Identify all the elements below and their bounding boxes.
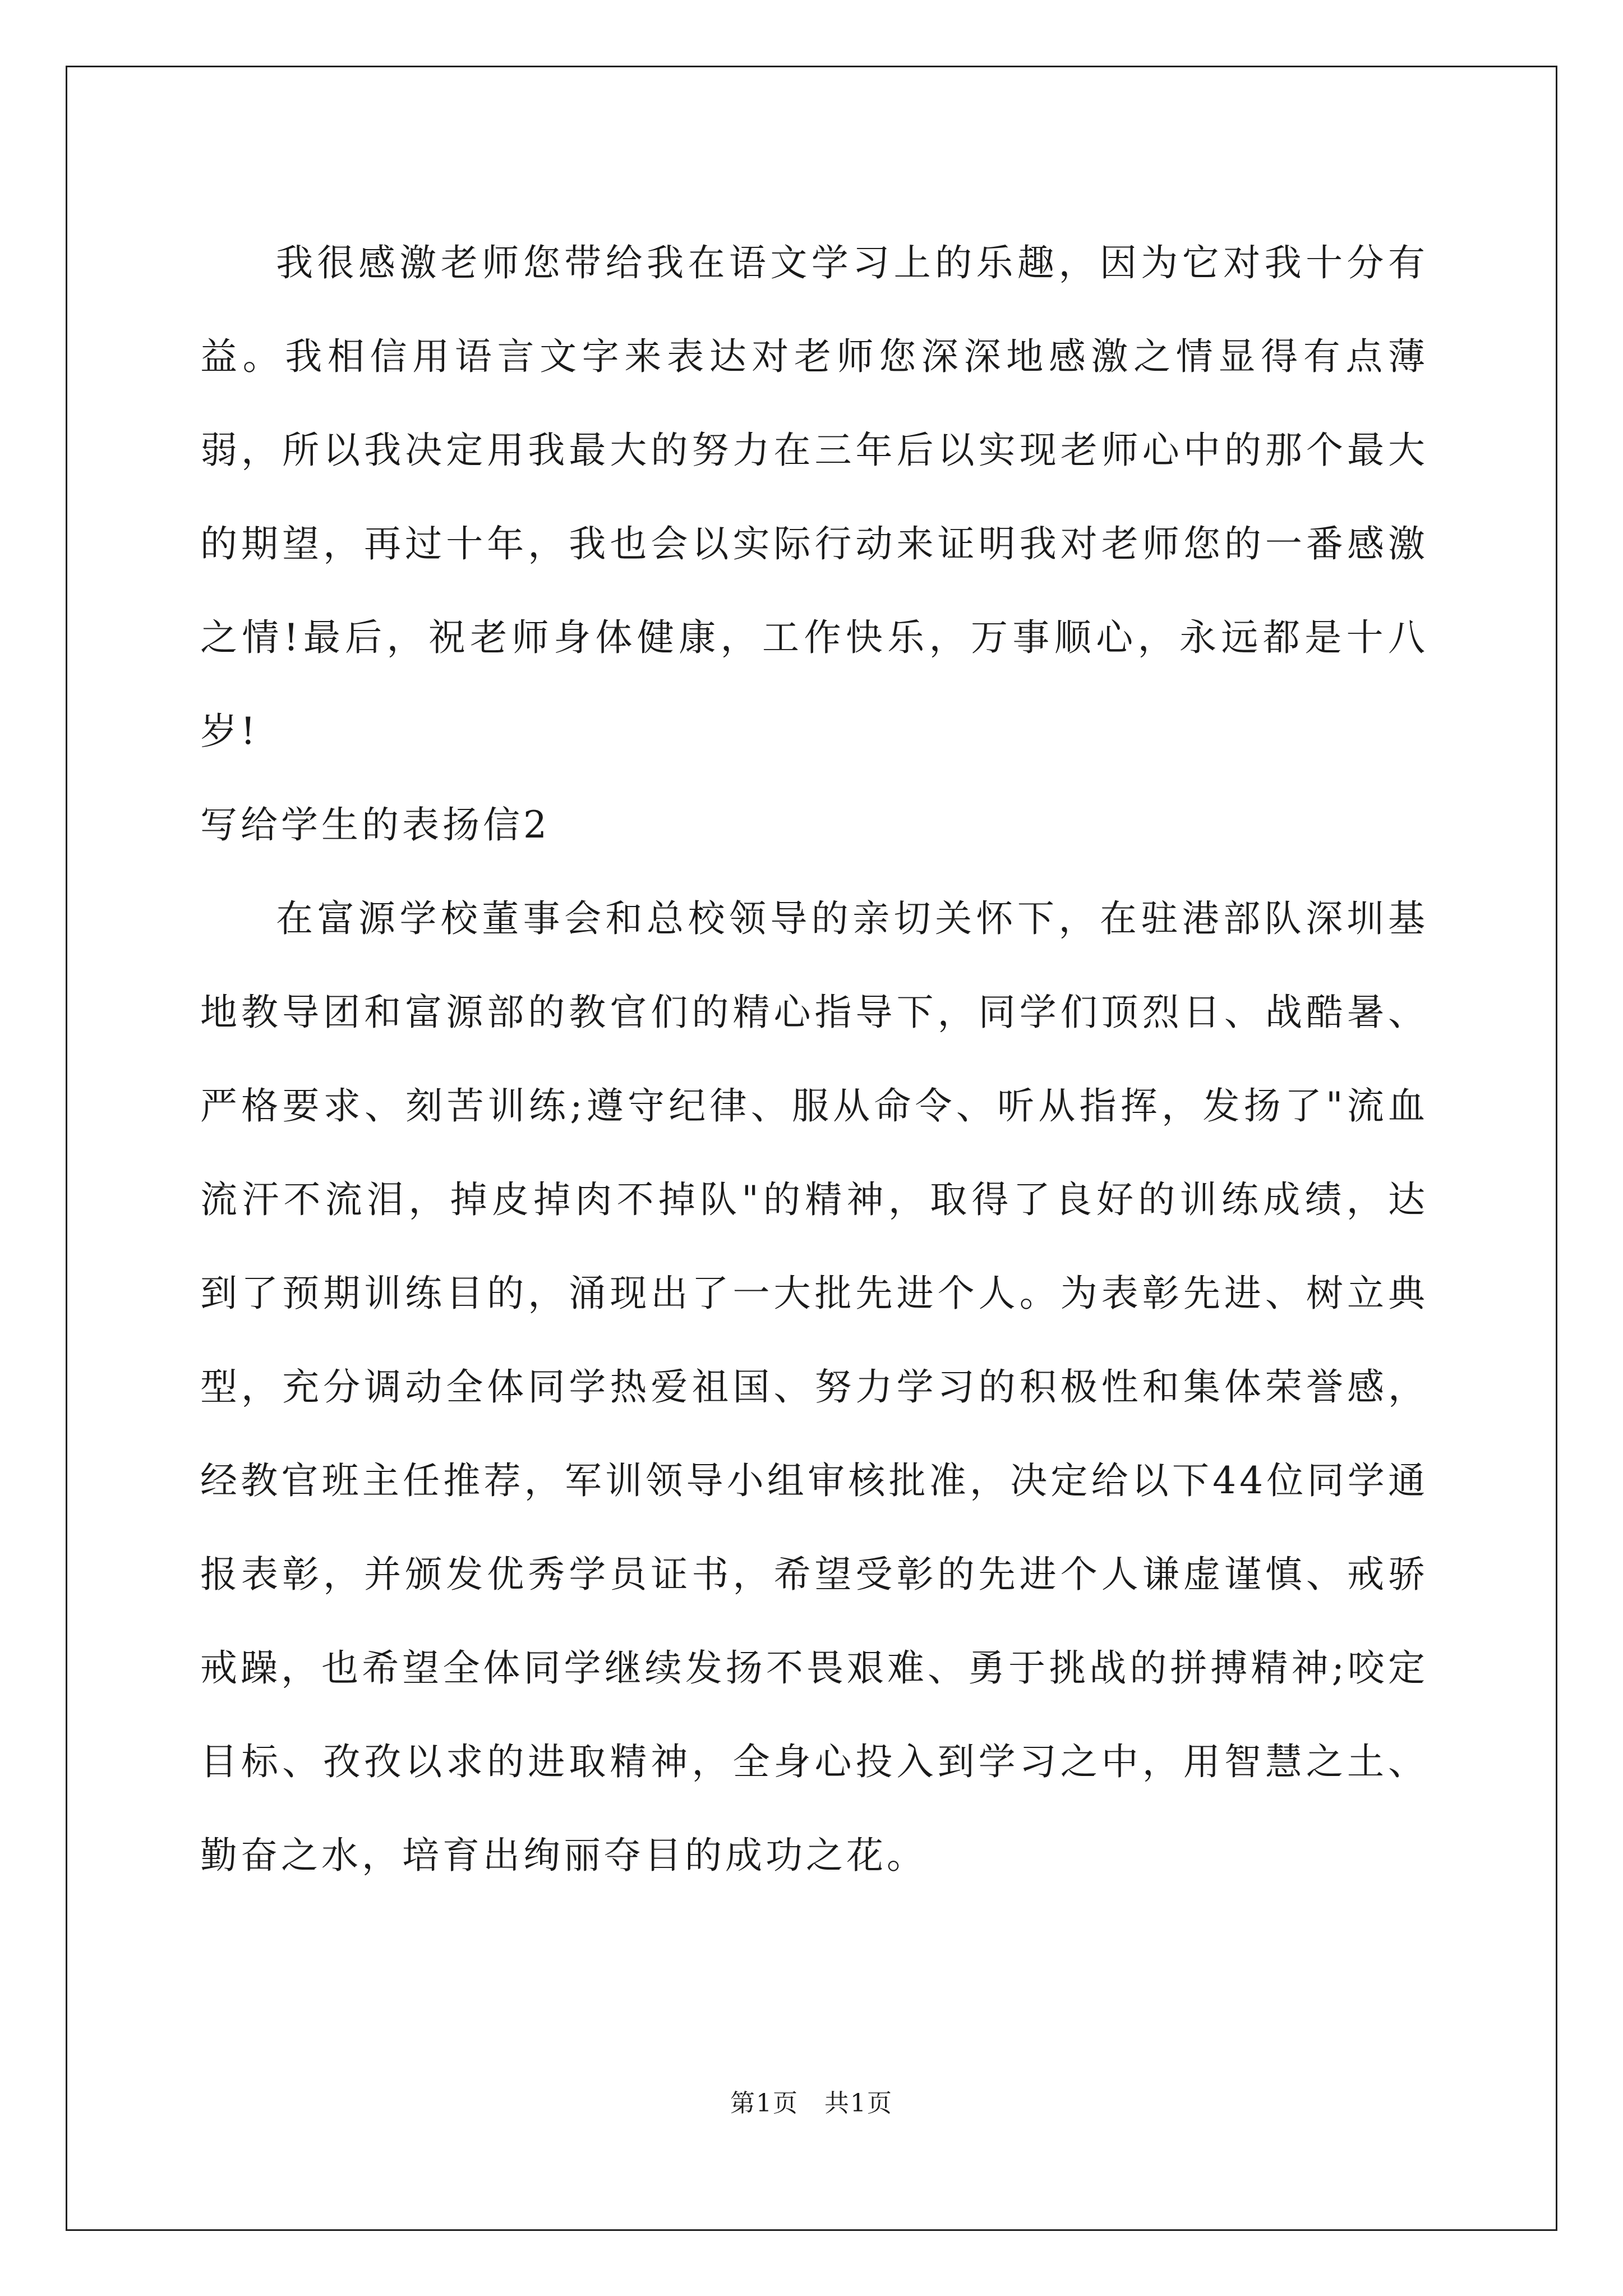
- page-footer: 第1页 共1页: [730, 2089, 893, 2118]
- paragraph-commendation: 在富源学校董事会和总校领导的亲切关怀下，在驻港部队深圳基地教导团和富源部的教官们的精心指导下，同学们顶烈日、战酷暑、严格要求、刻苦训练;遵守纪律、服从命令、听从指挥，发扬了"流血流汗不流泪，掉皮掉肉不掉队"的精神，取得了良好的训练成绩，达到了预期训练目的，涌现出了一大批先进个人。为表彰先进、树立典型，充分调动全体同学热爱祖国、努力学习的积极性和集体荣誉感，经教官班主任推荐，军训领导小组审核批准，决定给以下44位同学通报表彰，并颁发优秀学员证书，希望受彰的先进个人谦虚谨慎、戒骄戒躁，也希望全体同学继续发扬不畏艰难、勇于挑战的拼搏精神;咬定目标、孜孜以求的进取精神，全身心投入到学习之中，用智慧之土、勤奋之水，培育出绚丽夺目的成功之花。: [200, 897, 1428, 1877]
- document-body: [200, 216, 1428, 1902]
- section-heading: 写给学生的表扬信2: [200, 803, 550, 846]
- paragraph-thanks: 我很感激老师您带给我在语文学习上的乐趣，因为它对我十分有益。我相信用语言文字来表达对老师您深深地感激之情显得有点薄弱，所以我决定用我最大的努力在三年后以实现老师心中的那个最大的期望，再过十年，我也会以实际行动来证明我对老师您的一番感激之情!最后，祝老师身体健康，工作快乐，万事顺心，永远都是十八岁!: [200, 241, 1428, 753]
